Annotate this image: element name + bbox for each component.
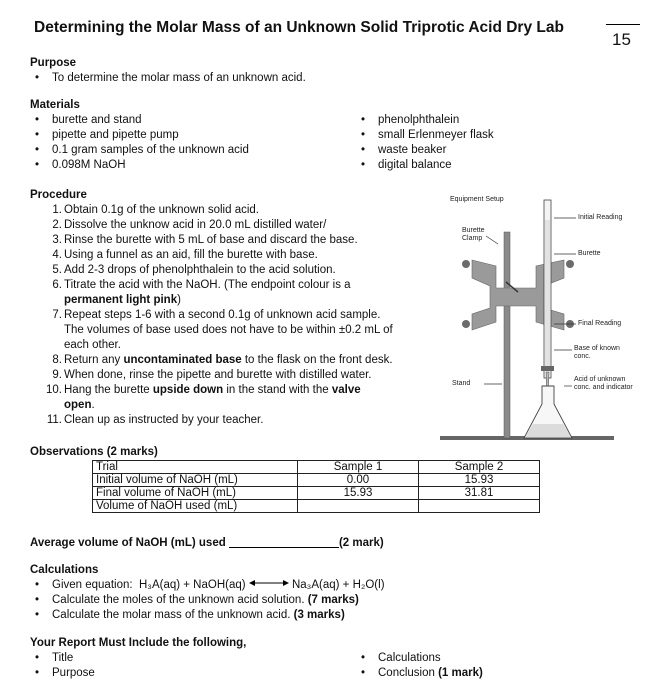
material-item: • pipette and pipette pump [30, 128, 249, 143]
material-item: • phenolphthalein [356, 113, 494, 128]
material-item: • 0.1 gram samples of the unknown acid [30, 143, 249, 158]
score-line [606, 24, 640, 25]
materials-right-list [356, 113, 494, 173]
table-row [93, 487, 540, 500]
table-cell: 0.00 [298, 474, 419, 487]
report-heading: Your Report Must Include the following, [30, 637, 247, 649]
material-item: • digital balance [356, 158, 494, 173]
label-final-reading: Final Reading [578, 320, 622, 327]
column-header: Sample 1 [298, 461, 419, 474]
column-header: Trial [93, 461, 298, 474]
material-item: • waste beaker [356, 143, 494, 158]
materials-heading: Materials [30, 99, 80, 111]
procedure-step: 8. Return any uncontaminated base to the flask on the front desk. [52, 354, 393, 366]
burette-valve [541, 366, 554, 371]
procedure-section [30, 188, 440, 428]
report-item: • Purpose [30, 666, 95, 681]
page-title: Determining the Molar Mass of an Unknown Solid Triprotic Acid Dry Lab [34, 19, 564, 36]
average-blank[interactable] [229, 547, 339, 548]
observations-heading: Observations (2 marks) [30, 446, 158, 458]
calc-item-moles: • Calculate the moles of the unknown acid solution. (7 marks) [30, 593, 385, 608]
flask-solution [525, 424, 571, 437]
observations-table [92, 460, 540, 513]
column-header: Sample 2 [419, 461, 540, 474]
table-cell [298, 500, 419, 513]
setup-title: Equipment Setup [450, 196, 504, 203]
table-cell: Final volume of NaOH (mL) [93, 487, 298, 500]
calculations-heading: Calculations [30, 564, 99, 576]
label-base: Base of known conc. [574, 345, 620, 360]
procedure-step: 6. Titrate the acid with the NaOH. (The endpoint colour is a permanent light pink) [52, 279, 351, 306]
clamp-screw [462, 260, 470, 268]
material-item: • small Erlenmeyer flask [356, 128, 494, 143]
average-label: Average volume of NaOH (mL) used [30, 537, 226, 549]
table-row [93, 474, 540, 487]
table-cell: 31.81 [419, 487, 540, 500]
table-row [93, 500, 540, 513]
procedure-step: 11. Clean up as instructed by your teacher. [46, 414, 264, 426]
table-cell: 15.93 [419, 474, 540, 487]
procedure-step: 4. Using a funnel as an aid, fill the burette with base. [52, 249, 318, 261]
purpose-heading: Purpose [30, 57, 77, 69]
clamp-screw [566, 260, 574, 268]
report-section [30, 636, 630, 683]
procedure-step: 3. Rinse the burette with 5 mL of base and discard the base. [52, 234, 358, 246]
clamp-screw [462, 320, 470, 328]
material-item: • 0.098M NaOH [30, 158, 249, 173]
report-item: • Title [30, 651, 95, 666]
procedure-step: 7. Repeat steps 1-6 with a second 0.1g of unknown acid sample. The volumes of base used does not have to be within ±0.2 mL of each other. [52, 309, 393, 351]
label-initial-reading: Initial Reading [578, 214, 623, 221]
calculations-section [30, 563, 385, 623]
burette-tip [546, 372, 549, 386]
report-item: • Calculations [356, 651, 483, 666]
score-total: 15 [612, 30, 631, 49]
table-cell: Initial volume of NaOH (mL) [93, 474, 298, 487]
leader-line [486, 236, 498, 244]
table-header-row [93, 461, 540, 474]
procedure-step: 1. Obtain 0.1g of the unknown solid acid. [52, 204, 259, 216]
procedure-heading: Procedure [30, 189, 87, 201]
procedure-step: 9. When done, rinse the pipette and burette with distilled water. [52, 369, 372, 381]
calc-item-equation: • Given equation: H₃A(aq) + NaOH(aq) Na₃A(aq) + H₂O(l) [30, 578, 385, 593]
stand-rod [504, 232, 510, 438]
average-line [30, 536, 384, 551]
label-burette-clamp: Burette Clamp [462, 227, 485, 242]
procedure-step: 10. Hang the burette upside down in the stand with the valve open. [46, 384, 361, 411]
purpose-section [30, 56, 306, 86]
report-right-list [356, 651, 483, 681]
purpose-item: • To determine the molar mass of an unknown acid. [30, 71, 306, 86]
procedure-step: 2. Dissolve the unknow acid in 20.0 mL distilled water/ [52, 219, 327, 231]
table-cell: Volume of NaOH used (mL) [93, 500, 298, 513]
calc-item-molar-mass: • Calculate the molar mass of the unknown acid. (3 marks) [30, 608, 385, 623]
table-cell [419, 500, 540, 513]
equilibrium-arrow-icon [249, 579, 289, 587]
report-item: • Conclusion (1 mark) [356, 666, 483, 681]
burette-liquid [545, 220, 550, 370]
average-marks: (2 mark) [338, 537, 384, 549]
label-stand: Stand [452, 380, 471, 387]
table-cell: 15.93 [298, 487, 419, 500]
material-item: • burette and stand [30, 113, 249, 128]
materials-left-list [30, 113, 249, 173]
procedure-list [30, 203, 440, 428]
label-acid: Acid of unknown conc. and indicator [574, 376, 633, 391]
report-left-list [30, 651, 95, 681]
procedure-step: 5. Add 2-3 drops of phenolphthalein to the acid solution. [52, 264, 336, 276]
label-burette: Burette [578, 250, 601, 257]
materials-section [30, 98, 630, 175]
observations-section [30, 445, 158, 460]
